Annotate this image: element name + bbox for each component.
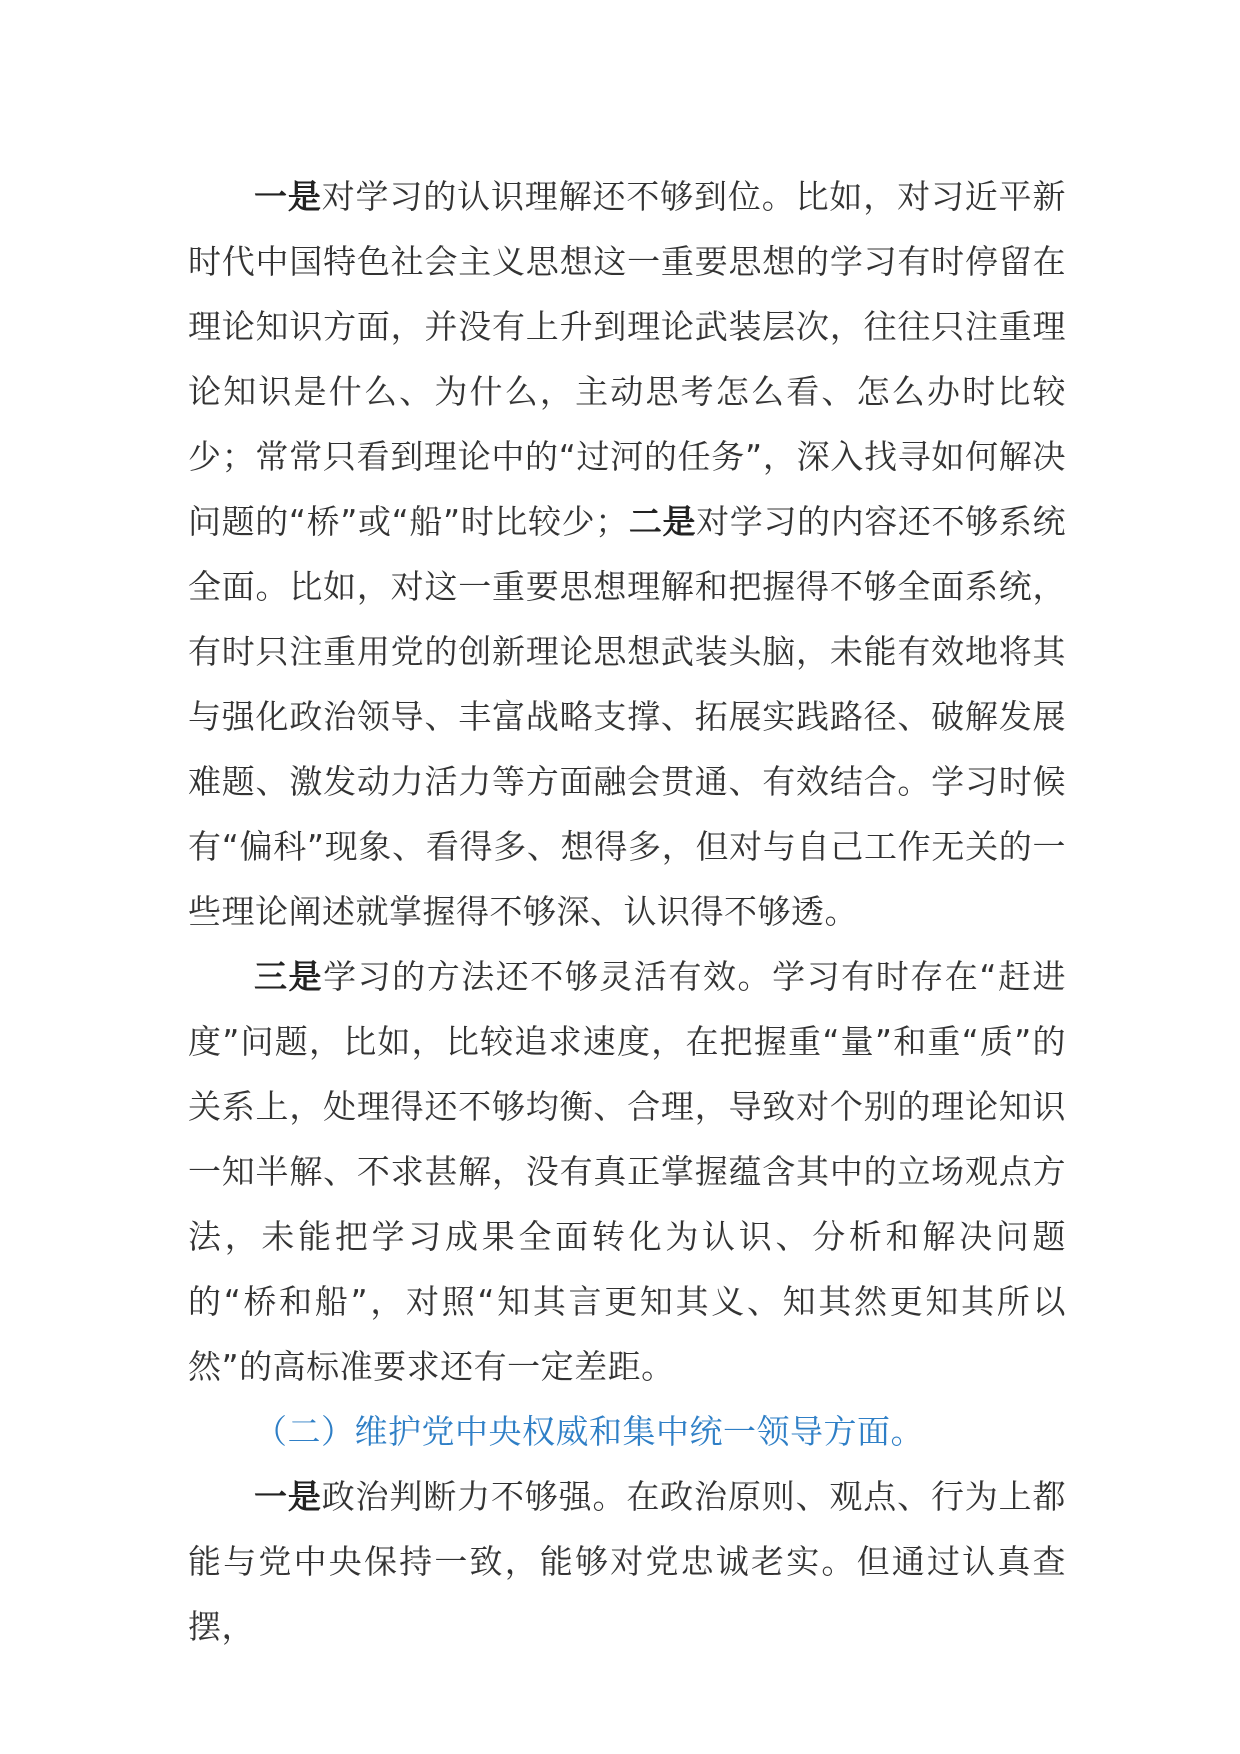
lead-marker: 一是 — [254, 1477, 322, 1516]
lead-marker: 二是 — [628, 502, 697, 541]
document-body — [188, 164, 1066, 1659]
paragraph-text: 学习的方法还不够灵活有效。学习有时存在“赶进度”问题，比如，比较追求速度，在把握重“量”和重“质”的关系上，处理得还不够均衡、合理，导致对个别的理论知识一知半解、不求甚解，没有真正掌握蕴含其中的立场观点方法，未能把学习成果全面转化为认识、分析和解决问题的“桥和船”，对照“知其言更知其义、知其然更知其所以然”的高标准要求还有一定差距。 — [188, 957, 1066, 1386]
paragraph-political-judgment — [188, 1464, 1066, 1659]
lead-marker: 一是 — [254, 177, 322, 216]
lead-marker: 三是 — [254, 957, 324, 996]
paragraph-text: 政治判断力不够强。在政治原则、观点、行为上都能与党中央保持一致，能够对党忠诚老实。但通过认真查摆， — [188, 1477, 1067, 1646]
paragraph-study-method — [188, 944, 1066, 1399]
section-heading: （二）维护党中央权威和集中统一领导方面。 — [254, 1412, 924, 1451]
paragraph-text: 对学习的认识理解还不够到位。比如，对习近平新时代中国特色社会主义思想这一重要思想的学习有时停留在理论知识方面，并没有上升到理论武装层次，往往只注重理论知识是什么、为什么，主动思考怎么看、怎么办时比较少；常常只看到理论中的“过河的任务”，深入找寻如何解决问题的“桥”或“船”时比较少； — [188, 177, 1067, 541]
paragraph-study-understanding — [188, 164, 1066, 944]
paragraph-text: 对学习的内容还不够系统全面。比如，对这一重要思想理解和把握得不够全面系统，有时只注重用党的创新理论思想武装头脑，未能有效地将其与强化政治领导、丰富战略支撑、拓展实践路径、破解发展难题、激发动力活力等方面融会贯通、有效结合。学习时候有“偏科”现象、看得多、想得多，但对与自己工作无关的一些理论阐述就掌握得不够深、认识得不够透。 — [188, 502, 1067, 931]
